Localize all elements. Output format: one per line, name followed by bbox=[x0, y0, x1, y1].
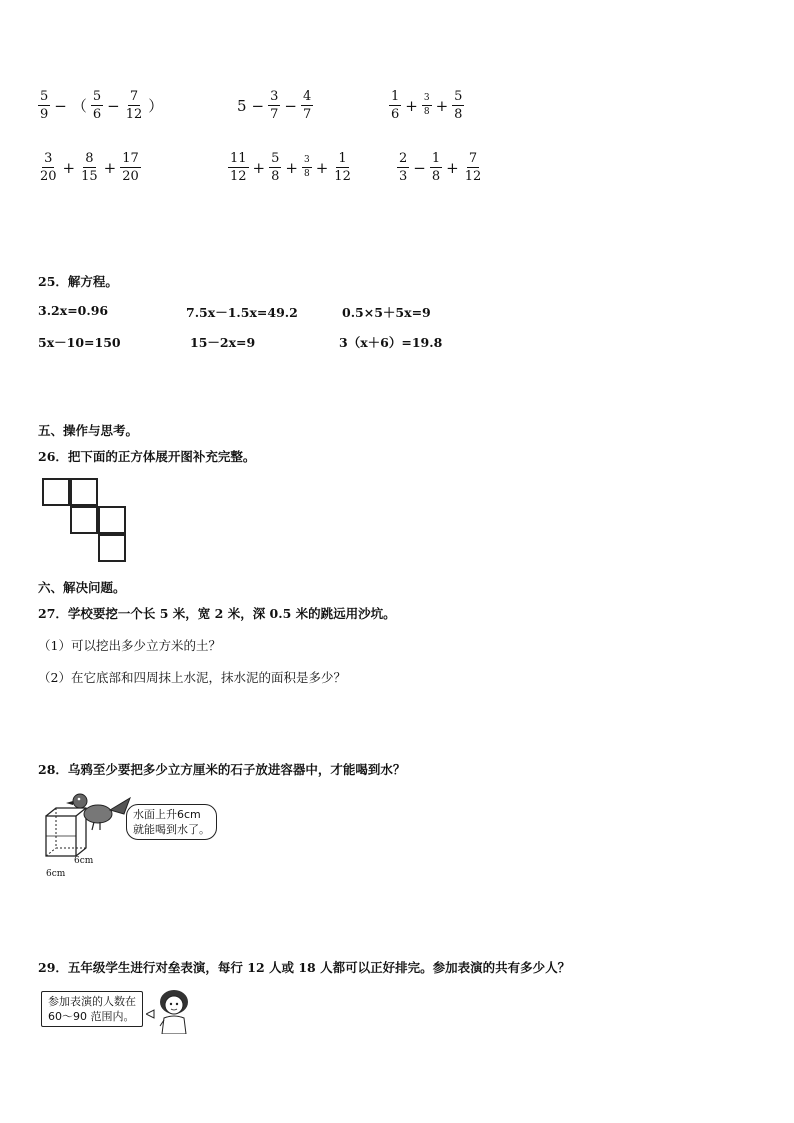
denominator: 8 bbox=[423, 107, 430, 117]
cube-container-drawing bbox=[38, 786, 138, 881]
operator: + bbox=[252, 158, 266, 177]
equation: 0.5×5＋5x=9 bbox=[342, 305, 431, 320]
numerator: 3 bbox=[302, 156, 312, 168]
operator: + bbox=[446, 158, 459, 177]
dimension-label: 6cm bbox=[74, 856, 94, 866]
section-5-heading: 五、操作与思考。 bbox=[38, 423, 139, 438]
numerator: 1 bbox=[338, 151, 347, 166]
bubble-line: 参加表演的人数在 bbox=[48, 995, 136, 1008]
paren-right: ） bbox=[148, 97, 164, 115]
equation: 3（x＋6）=19.8 bbox=[339, 335, 443, 350]
numerator: 1 bbox=[431, 151, 441, 166]
bubble-line: 水面上升6cm bbox=[133, 808, 201, 821]
fraction bbox=[463, 152, 484, 183]
denominator: 8 bbox=[271, 169, 280, 184]
fraction bbox=[228, 152, 249, 183]
bubble-line: 就能喝到水了。 bbox=[133, 823, 210, 836]
denominator: 6 bbox=[391, 107, 400, 122]
numerator: 8 bbox=[85, 151, 94, 166]
numerator: 7 bbox=[129, 89, 139, 104]
fraction bbox=[38, 90, 50, 121]
fraction bbox=[332, 152, 353, 183]
denominator: 8 bbox=[303, 169, 310, 179]
numerator: 5 bbox=[454, 89, 463, 104]
denominator: 20 bbox=[40, 169, 57, 184]
expr-r2c2 bbox=[228, 152, 353, 183]
question-27-title: 27．学校要挖一个长 5 米，宽 2 米，深 0.5 米的跳远用沙坑。 bbox=[38, 606, 396, 621]
fraction bbox=[452, 90, 464, 121]
net-square bbox=[42, 478, 70, 506]
denominator: 6 bbox=[92, 107, 102, 122]
net-square bbox=[98, 506, 126, 534]
fraction bbox=[269, 152, 281, 183]
numerator: 5 bbox=[40, 89, 49, 104]
speech-bubble-girl bbox=[41, 991, 143, 1027]
fraction bbox=[268, 90, 280, 121]
operator: − bbox=[107, 96, 120, 115]
numerator: 4 bbox=[302, 89, 312, 104]
denominator: 12 bbox=[230, 169, 247, 184]
expr-r2c3 bbox=[397, 152, 483, 183]
denominator: 8 bbox=[454, 107, 463, 122]
operator: − bbox=[284, 96, 297, 115]
denominator: 15 bbox=[81, 169, 98, 184]
operator: − bbox=[413, 158, 426, 177]
fraction bbox=[389, 90, 401, 121]
cube-net-figure bbox=[42, 478, 132, 568]
question-25-title: 25．解方程。 bbox=[38, 274, 118, 289]
paren-left: （ bbox=[71, 97, 87, 115]
dimension-label: 6cm bbox=[46, 869, 66, 879]
numerator: 3 bbox=[44, 151, 53, 166]
equation: 5x－10=150 bbox=[38, 335, 121, 350]
expr-r2c1 bbox=[38, 152, 141, 183]
question-29-title: 29．五年级学生进行对垒表演，每行 12 人或 18 人都可以正好排完。参加表演的共有多少人？ bbox=[38, 960, 571, 975]
expr-r1c3 bbox=[389, 90, 464, 121]
operator: − bbox=[251, 96, 265, 115]
denominator: 9 bbox=[40, 107, 49, 122]
whole-number: 5 bbox=[237, 96, 247, 115]
fraction bbox=[397, 152, 409, 183]
fraction bbox=[38, 152, 59, 183]
question-26-title: 26．把下面的正方体展开图补充完整。 bbox=[38, 449, 256, 464]
operator: + bbox=[315, 158, 329, 177]
numerator: 11 bbox=[230, 151, 247, 166]
section-6-heading: 六、解决问题。 bbox=[38, 580, 126, 595]
expr-r1c1 bbox=[38, 90, 164, 121]
numerator: 7 bbox=[468, 151, 478, 166]
numerator: 2 bbox=[399, 151, 408, 166]
net-square bbox=[70, 478, 98, 506]
operator: + bbox=[405, 96, 418, 115]
fraction bbox=[430, 152, 442, 183]
numerator: 5 bbox=[92, 89, 102, 104]
net-square bbox=[70, 506, 98, 534]
denominator: 12 bbox=[334, 169, 351, 184]
operator: + bbox=[62, 158, 76, 177]
numerator: 3 bbox=[270, 89, 279, 104]
girl-icon bbox=[146, 988, 196, 1034]
numerator: 1 bbox=[391, 89, 400, 104]
speech-bubble-crow bbox=[126, 804, 217, 840]
denominator: 3 bbox=[399, 169, 408, 184]
numerator: 5 bbox=[271, 151, 280, 166]
denominator: 12 bbox=[464, 169, 482, 184]
denominator: 20 bbox=[122, 169, 139, 184]
fraction bbox=[302, 156, 312, 179]
denominator: 7 bbox=[270, 107, 279, 122]
operator: + bbox=[435, 96, 449, 115]
fraction bbox=[79, 152, 100, 183]
numerator: 3 bbox=[422, 94, 432, 106]
operator: − bbox=[54, 96, 67, 115]
denominator: 7 bbox=[302, 107, 312, 122]
operator: + bbox=[103, 158, 117, 177]
equation: 15－2x=9 bbox=[190, 335, 256, 350]
denominator: 8 bbox=[431, 169, 441, 184]
question-27-sub2: （2）在它底部和四周抹上水泥，抹水泥的面积是多少？ bbox=[38, 670, 346, 685]
fraction bbox=[120, 152, 141, 183]
bubble-line: 60～90 范围内。 bbox=[48, 1010, 135, 1023]
equation: 7.5x－1.5x=49.2 bbox=[186, 305, 298, 320]
net-square bbox=[98, 534, 126, 562]
fraction bbox=[124, 90, 145, 121]
equation: 3.2x=0.96 bbox=[38, 303, 109, 318]
fraction bbox=[91, 90, 103, 121]
denominator: 12 bbox=[125, 107, 143, 122]
operator: + bbox=[285, 158, 298, 177]
question-28-title: 28．乌鸦至少要把多少立方厘米的石子放进容器中，才能喝到水？ bbox=[38, 762, 406, 777]
expr-r1c2 bbox=[236, 90, 313, 121]
fraction bbox=[422, 94, 432, 117]
fraction bbox=[301, 90, 313, 121]
numerator: 17 bbox=[122, 151, 139, 166]
question-27-sub1: （1）可以挖出多少立方米的土？ bbox=[38, 638, 221, 653]
